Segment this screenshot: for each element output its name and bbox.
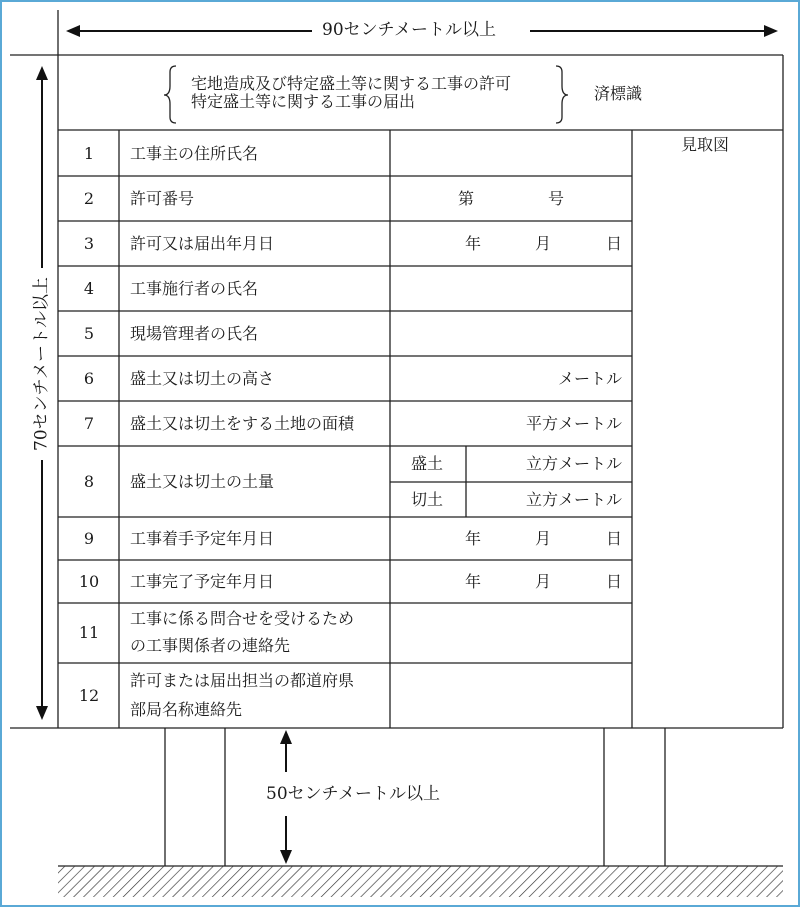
date-day: 日 (605, 529, 623, 548)
row-number: 9 (83, 529, 95, 548)
row-label-line1: 許可または届出担当の都道府県 (130, 671, 355, 690)
row-label-line2: 部局名称連絡先 (130, 700, 243, 719)
width-arrowhead-left (66, 25, 80, 37)
ground-dimension-label: 50センチメートル以上 (266, 784, 440, 804)
permit-number-prefix: 第 (457, 189, 475, 208)
sub-label-fill: 盛土 (410, 454, 444, 473)
row-number: 7 (83, 414, 95, 433)
ground-arrowhead-bottom (280, 850, 292, 864)
row-number: 12 (78, 686, 100, 705)
date-day: 日 (605, 572, 623, 591)
row-label: 許可又は届出年月日 (130, 234, 275, 253)
ground-arrowhead-top (280, 730, 292, 744)
date-year: 年 (464, 234, 482, 253)
sub-label-cut: 切土 (410, 490, 444, 509)
header-title-notification: 特定盛土等に関する工事の届出 (191, 92, 416, 111)
width-arrowhead-right (764, 25, 778, 37)
row-number: 4 (83, 279, 95, 298)
row-number: 11 (78, 623, 100, 642)
row-label-line2: の工事関係者の連絡先 (130, 636, 291, 655)
header-title-suffix: 済標識 (594, 84, 643, 103)
row-label: 工事着手予定年月日 (130, 529, 275, 548)
row-number: 8 (83, 472, 95, 491)
header-title-permit: 宅地造成及び特定盛土等に関する工事の許可 (191, 74, 512, 93)
unit-label: 立方メートル (525, 490, 622, 509)
row-number: 2 (83, 189, 95, 208)
left-brace (164, 66, 176, 123)
row-label: 工事施行者の氏名 (130, 279, 259, 298)
width-dimension-label: 90センチメートル以上 (322, 20, 496, 40)
unit-label: 立方メートル (525, 454, 622, 473)
row-number: 6 (83, 369, 95, 388)
row-number: 3 (83, 234, 95, 253)
date-year: 年 (464, 572, 482, 591)
row-number: 5 (83, 324, 95, 343)
height-dimension-label: 70センチメートル以上 (31, 277, 52, 451)
row-label: 許可番号 (130, 189, 195, 208)
date-month: 月 (534, 572, 552, 591)
height-arrowhead-top (36, 66, 48, 80)
row-label-line1: 工事に係る問合せを受けるため (130, 609, 355, 628)
right-brace (556, 66, 568, 123)
row-number: 1 (83, 144, 95, 163)
unit-label: 平方メートル (525, 414, 622, 433)
date-day: 日 (605, 234, 623, 253)
row-label: 盛土又は切土の高さ (130, 369, 275, 388)
unit-label: メートル (557, 369, 622, 388)
height-arrowhead-bottom (36, 706, 48, 720)
row-label: 工事完了予定年月日 (130, 572, 275, 591)
row-label: 盛土又は切土をする土地の面積 (130, 414, 355, 433)
row-label: 盛土又は切土の土量 (130, 472, 275, 491)
date-year: 年 (464, 529, 482, 548)
row-label: 現場管理者の氏名 (130, 324, 259, 343)
sketch-map-label: 見取図 (681, 135, 730, 154)
date-month: 月 (534, 234, 552, 253)
row-number: 10 (78, 572, 100, 591)
permit-number-suffix: 号 (547, 189, 565, 208)
row-label: 工事主の住所氏名 (130, 144, 259, 163)
date-month: 月 (534, 529, 552, 548)
ground-hatch (58, 866, 783, 897)
